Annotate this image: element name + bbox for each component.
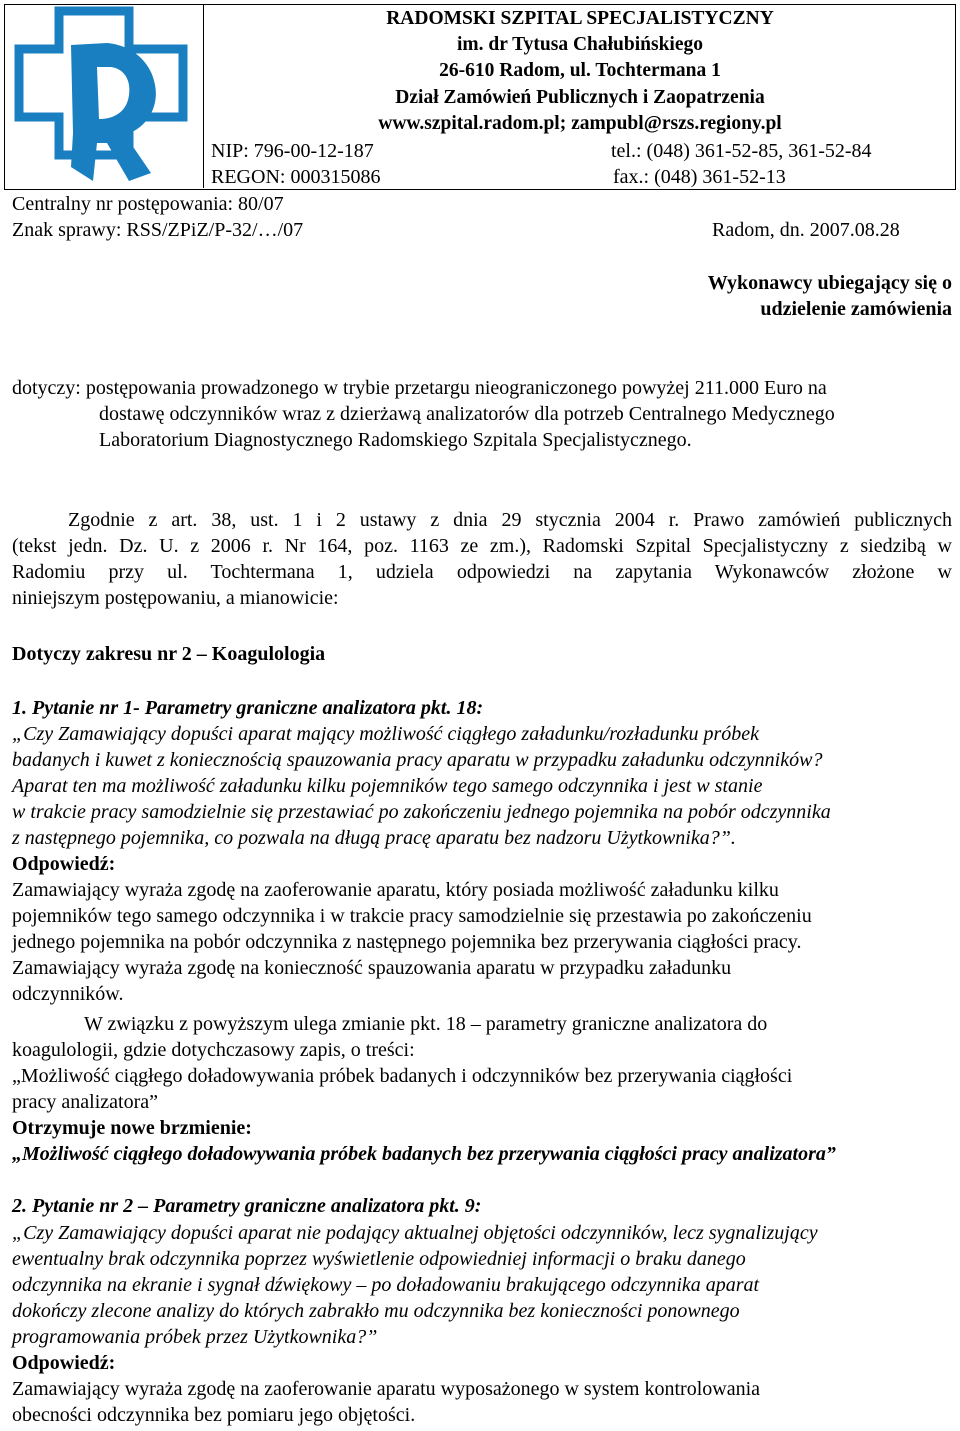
web-email: www.szpital.radom.pl; zampubl@rszs.regiony.pl [378, 112, 782, 134]
q1-new-label: Otrzymuje nowe brzmienie: [12, 1117, 252, 1139]
department-name: Dział Zamówień Publicznych i Zaopatrzenia [395, 86, 765, 108]
q2-question-line: odczynnika na ekranie i sygnał dźwiękowy – po doładowaniu brakującego odczynnika aparat [12, 1274, 760, 1296]
q1-question-line: w trakcie pracy samodzielnie się przestawiać po zakończeniu jednego pojemnika na pobór odczynnika [12, 801, 831, 823]
intro-line1: Zgodnie z art. 38, ust. 1 i 2 ustawy z dnia 29 stycznia 2004 r. Prawo zamówień publicznych [68, 509, 952, 531]
q1-title: 1. Pytanie nr 1- Parametry graniczne analizatora pkt. 18: [12, 697, 484, 719]
q2-answer-label: Odpowiedź: [12, 1352, 116, 1374]
place-date: Radom, dn. 2007.08.28 [712, 219, 900, 241]
q1-answer-line: Zamawiający wyraża zgodę na konieczność spauzowania aparatu w przypadku załadunku [12, 957, 732, 979]
central-number: Centralny nr postępowania: 80/07 [12, 193, 284, 215]
hospital-cross-r-logo-icon [11, 5, 193, 185]
regon: REGON: 000315086 [211, 166, 381, 188]
fax: fax.: (048) 361-52-13 [613, 166, 786, 188]
q1-answer-line: odczynników. [12, 983, 124, 1005]
subject-line3: Laboratorium Diagnostycznego Radomskiego Szpitala Specjalistycznego. [99, 429, 692, 451]
q1-change-line: „Możliwość ciągłego doładowywania próbek badanych i odczynników bez przerywania ciągłości [12, 1065, 793, 1087]
q1-question-line: Aparat ten ma możliwość załadunku kilku pojemników tego samego odczynnika i jest w stanie [12, 775, 763, 797]
case-sign: Znak sprawy: RSS/ZPiZ/P-32/…/07 [12, 219, 304, 241]
subject-line1: dotyczy: postępowania prowadzonego w trybie przetargu nieograniczonego powyżej 211.000 Euro na [12, 377, 827, 399]
letterhead [4, 4, 956, 190]
subject-line2: dostawę odczynników wraz z dzierżawą analizatorów dla potrzeb Centralnego Medycznego [99, 403, 835, 425]
hospital-name: RADOMSKI SZPITAL SPECJALISTYCZNY [386, 8, 774, 29]
intro-line3: Radomiu przy ul. Tochtermana 1, udziela odpowiedzi na zapytania Wykonawców złożone w [12, 561, 952, 583]
q1-change-line: W związku z powyższym ulega zmianie pkt. 18 – parametry graniczne analizatora do [84, 1013, 768, 1035]
q1-change-line: pracy analizatora” [12, 1091, 159, 1113]
q2-question-line: ewentualny brak odczynnika poprzez wyświetlenie odpowiedniej informacji o braku danego [12, 1248, 746, 1270]
q1-change-line: koagulologii, gdzie dotychczasowy zapis, o treści: [12, 1039, 415, 1061]
hospital-patron: im. dr Tytusa Chałubińskiego [457, 34, 703, 56]
q1-question-line: badanych i kuwet z koniecznością spauzowania pracy aparatu w przypadku załadunku odczynników? [12, 749, 823, 771]
hospital-info [205, 5, 955, 137]
q2-answer-line: Zamawiający wyraża zgodę na zaoferowanie aparatu wyposażonego w system kontrolowania [12, 1378, 761, 1400]
addressee-line1: Wykonawcy ubiegający się o [707, 272, 952, 294]
scope-heading: Dotyczy zakresu nr 2 – Koagulologia [12, 643, 326, 665]
nip: NIP: 796-00-12-187 [211, 140, 374, 162]
q1-answer-label: Odpowiedź: [12, 853, 116, 875]
intro-line2: (tekst jedn. Dz. U. z 2006 r. Nr 164, poz. 1163 ze zm.), Radomski Szpital Specjalistyczny z siedzibą w [12, 535, 952, 557]
q1-answer-line: jednego pojemnika na pobór odczynnika z następnego pojemnika bez przerywania ciągłości pracy. [12, 931, 802, 953]
hospital-address: 26-610 Radom, ul. Tochtermana 1 [439, 60, 721, 82]
q1-answer-line: pojemników tego samego odczynnika i w trakcie pracy samodzielnie się przestawia po zakończeniu [12, 905, 812, 927]
addressee-line2: udzielenie zamówienia [760, 298, 952, 320]
q1-question-line: z następnego pojemnika, co pozwala na długą pracę aparatu bez nadzoru Użytkownika?”. [12, 827, 736, 849]
q2-question-line: programowania próbek przez Użytkownika?” [12, 1326, 378, 1348]
q2-question-line: dokończy zlecone analizy do których zabrakło mu odczynnika bez konieczności ponownego [12, 1300, 740, 1322]
logo-cell [5, 5, 204, 188]
telephone: tel.: (048) 361-52-85, 361-52-84 [611, 140, 872, 162]
q1-answer-line: Zamawiający wyraża zgodę na zaoferowanie aparatu, który posiada możliwość załadunku kilku [12, 879, 779, 901]
q2-title: 2. Pytanie nr 2 – Parametry graniczne analizatora pkt. 9: [12, 1195, 482, 1217]
q1-new-text: „Możliwość ciągłego doładowywania próbek badanych bez przerywania ciągłości pracy analizatora” [12, 1143, 836, 1165]
q2-question-line: „Czy Zamawiający dopuści aparat nie podający aktualnej objętości odczynników, lecz sygnalizujący [12, 1222, 818, 1244]
q1-question-line: „Czy Zamawiający dopuści aparat mający możliwość ciągłego załadunku/rozładunku próbek [12, 723, 759, 745]
q2-answer-line: obecności odczynnika bez pomiaru jego objętości. [12, 1404, 416, 1426]
intro-line4: niniejszym postępowaniu, a mianowicie: [12, 587, 339, 609]
